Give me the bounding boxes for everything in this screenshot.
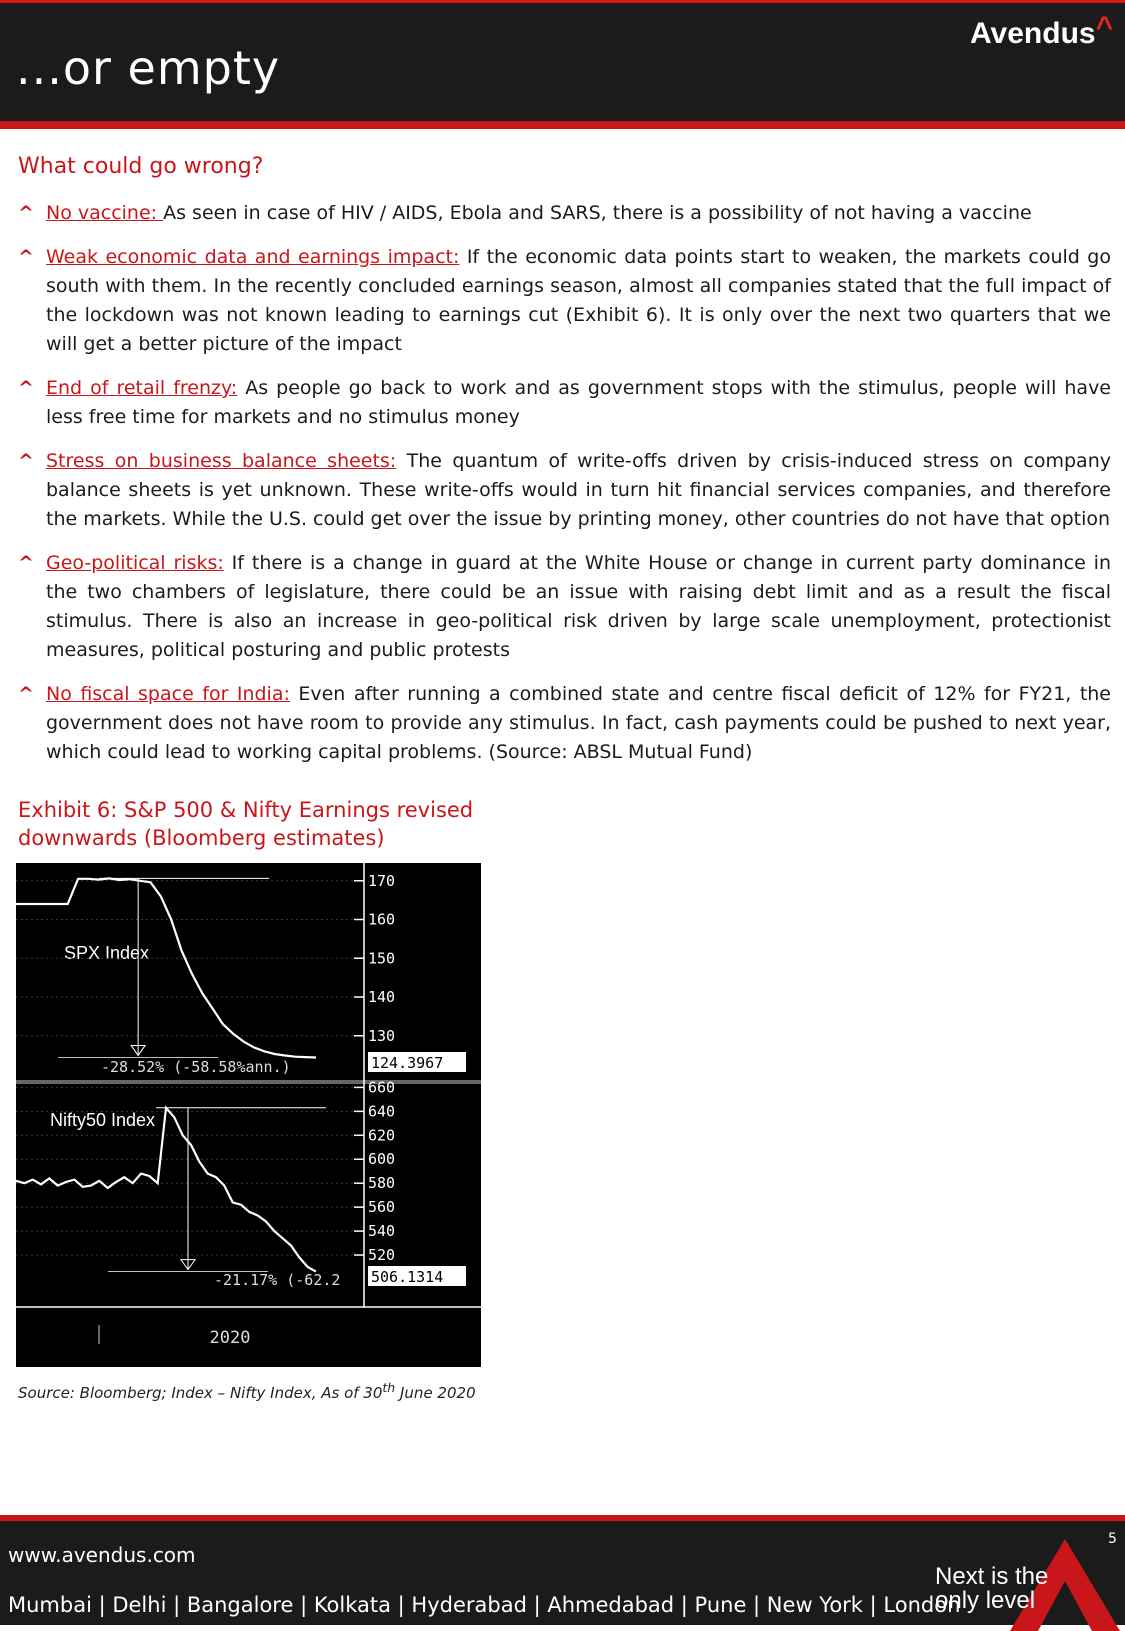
caret-bullet-icon: ^ bbox=[18, 246, 34, 268]
list-item bbox=[18, 447, 1111, 534]
y-tick-label: 600 bbox=[368, 1150, 396, 1169]
y-tick-label: 620 bbox=[368, 1126, 396, 1145]
series-label: SPX Index bbox=[64, 943, 150, 963]
risk-lead: Geo-political risks: bbox=[46, 552, 224, 574]
logo-text: Avendus bbox=[970, 17, 1096, 50]
tagline-line-2: only level bbox=[935, 1587, 1036, 1614]
caret-bullet-icon: ^ bbox=[18, 450, 34, 472]
section-heading: What could go wrong? bbox=[18, 154, 264, 179]
main-content bbox=[18, 154, 1111, 782]
last-value-label: 124.3967 bbox=[371, 1054, 444, 1072]
risk-lead: No fiscal space for India: bbox=[46, 683, 290, 705]
caret-bullet-icon: ^ bbox=[18, 683, 34, 705]
y-tick-label: 150 bbox=[368, 949, 396, 968]
list-item bbox=[18, 243, 1111, 359]
risk-text: As seen in case of HIV / AIDS, Ebola and SARS, there is a possibility of not having a vaccine bbox=[163, 202, 1032, 224]
risk-list bbox=[18, 199, 1111, 767]
last-value-label: 506.1314 bbox=[371, 1268, 444, 1286]
list-item bbox=[18, 199, 1111, 228]
page-header bbox=[0, 0, 1125, 126]
series-label: Nifty50 Index bbox=[50, 1110, 156, 1130]
y-tick-label: 130 bbox=[368, 1026, 396, 1045]
source-text: Source: Bloomberg; Index – Nifty Index, As of 30 bbox=[18, 1384, 383, 1402]
change-annotation: -21.17% (-62.2 bbox=[214, 1271, 341, 1289]
page-title: ...or empty bbox=[16, 41, 281, 95]
y-tick-label: 640 bbox=[368, 1102, 396, 1121]
tagline bbox=[935, 1565, 1055, 1613]
y-tick-label: 540 bbox=[368, 1222, 396, 1241]
caret-bullet-icon: ^ bbox=[18, 552, 34, 574]
y-tick-label: 160 bbox=[368, 910, 396, 929]
caret-bullet-icon: ^ bbox=[18, 377, 34, 399]
source-note bbox=[18, 1380, 476, 1402]
y-tick-label: 520 bbox=[368, 1246, 396, 1265]
risk-lead: Stress on business balance sheets: bbox=[46, 450, 397, 472]
office-locations: Mumbai | Delhi | Bangalore | Kolkata | Hyderabad | Ahmedabad | Pune | New York | London bbox=[8, 1593, 961, 1617]
risk-text: As people go back to work and as government stops with the stimulus, people will have less free time for markets and no stimulus money bbox=[46, 377, 1111, 428]
exhibit-title: Exhibit 6: S&P 500 & Nifty Earnings revised downwards (Bloomberg estimates) bbox=[18, 798, 474, 850]
y-tick-label: 560 bbox=[368, 1198, 396, 1217]
website-link[interactable]: www.avendus.com bbox=[8, 1543, 196, 1567]
change-annotation: -28.52% (-58.58%ann.) bbox=[101, 1058, 291, 1076]
list-item bbox=[18, 374, 1111, 432]
risk-text: If the economic data points start to weaken, the markets could go south with them. In the recently concluded earnings season, almost all companies stated that the full impact of the lockdown was not known leading to earnings cut (Exhibit 6). It is only over the next two quarters that we will get a better picture of the impact bbox=[46, 246, 1111, 355]
y-tick-label: 660 bbox=[368, 1078, 396, 1097]
page-footer bbox=[0, 1515, 1125, 1625]
earnings-chart bbox=[16, 863, 481, 1367]
risk-text: If there is a change in guard at the White House or change in current party dominance in the two chambers of legislature, there could be an issue with raising debt limit and as a result the fiscal stimulus. There is also an increase in geo-political risk driven by large scale unemployment, protectionist measures, political posturing and public protests bbox=[46, 552, 1111, 661]
caret-bullet-icon: ^ bbox=[18, 202, 34, 224]
source-text-end: June 2020 bbox=[395, 1384, 476, 1402]
risk-text: Even after running a combined state and centre fiscal deficit of 12% for FY21, the government does not have room to provide any stimulus. In fact, cash payments could be pushed to next year, which could lead to working capital problems. (Source: ABSL Mutual Fund) bbox=[46, 683, 1112, 763]
risk-lead: Weak economic data and earnings impact: bbox=[46, 246, 460, 268]
y-tick-label: 580 bbox=[368, 1174, 396, 1193]
risk-text: The quantum of write-offs driven by crisis-induced stress on company balance sheets is yet unknown. These write-offs would in turn hit financial services companies, and therefore the markets. While the U.S. could get over the issue by printing money, other countries do not have that option bbox=[46, 450, 1111, 530]
header-red-rule bbox=[0, 121, 1125, 129]
y-tick-label: 140 bbox=[368, 988, 396, 1006]
avendus-logo[interactable] bbox=[970, 11, 1114, 51]
y-tick-label: 170 bbox=[368, 871, 396, 890]
tagline-line-1: Next is the bbox=[935, 1563, 1049, 1590]
risk-lead: No vaccine: bbox=[46, 202, 164, 224]
source-superscript: th bbox=[382, 1380, 396, 1395]
page-number: 5 bbox=[1108, 1531, 1117, 1547]
list-item bbox=[18, 680, 1111, 767]
x-axis-label: 2020 bbox=[209, 1328, 251, 1348]
caret-up-icon: ^ bbox=[1095, 11, 1114, 44]
list-item bbox=[18, 549, 1111, 665]
risk-lead: End of retail frenzy: bbox=[46, 377, 238, 399]
